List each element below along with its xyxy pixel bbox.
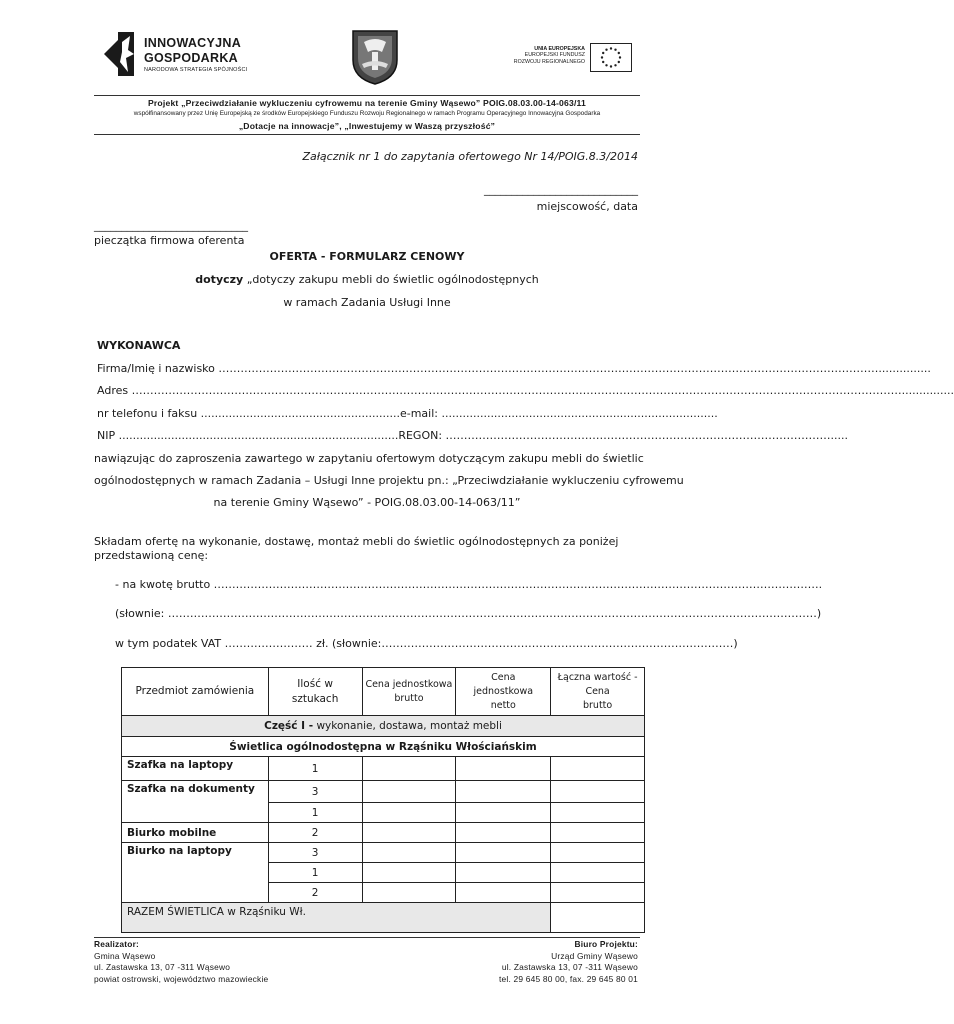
footer-left-line3: powiat ostrowski, województwo mazowieckie [94,973,269,984]
footer-right-line3: tel. 29 645 80 00, fax. 29 645 80 01 [499,973,638,984]
subject-rest: „dotyczy zakupu mebli do świetlic ogólnodostępnych [243,273,539,286]
header-top-rule [94,95,640,96]
header-unit-gross-line1: Cena jednostkowa [365,678,453,690]
footer-left-line1: Gmina Wąsewo [94,950,156,961]
contractor-heading: WYKONAWCA [97,339,181,352]
reference-line1: nawiązując do zaproszenia zawartego w zapytaniu ofertowym dotyczącym zakupu mebli do świetlic [94,452,644,465]
ig-logo-line2: GOSPODARKA [144,51,238,65]
unit-net-cell [456,757,551,781]
vat-field: w tym podatek VAT …………………… zł. (słownie:……………………………………………………………………………………) [115,637,738,650]
project-slogans: „Dotacje na innowacje”, „Inwestujemy w Waszą przyszłość” [238,121,496,131]
offer-statement-line1: Składam ofertę na wykonanie, dostawę, montaż mebli do świetlic ogólnodostępnych za poniżej [94,535,619,548]
table-header-row [122,668,645,716]
price-table [121,667,645,933]
header-unit-gross-line2: brutto [394,692,424,704]
header-total-line3: brutto [582,699,613,711]
eu-logo-line1: UNIA EUROPEJSKA [534,46,585,52]
table-row [122,843,645,863]
unit-net-cell [456,781,551,803]
footer-right [499,939,638,985]
unit-net-cell [456,823,551,843]
project-funding-note: współfinansowany przez Unię Europejską ze środków Europejskiego Funduszu Rozwoju Regionalnego w ramach Programu Operacyjnego Innowacyjna Gospodarka [133,110,601,117]
footer-rule [94,937,640,938]
unit-gross-cell [362,781,456,803]
item-name: Biurko mobilne [122,823,269,843]
table-row [122,781,645,803]
footer-left [94,939,268,985]
unit-gross-cell [362,863,456,883]
unit-net-cell [456,803,551,823]
location-cell: Świetlica ogólnodostępna w Rząśniku Włościańskim [122,737,645,757]
header-unit-net-line1: Cena [491,671,516,683]
nip-regon-field: NIP ................................................................................REGON: ……………………………………………………………………………………………..... [97,429,849,442]
header-total [551,668,645,716]
municipal-crest-icon [350,28,400,86]
footer-left-heading: Realizator: [94,939,140,949]
item-qty: 1 [268,863,362,883]
header-unit-net [456,668,551,716]
form-title: OFERTA - FORMULARZ CENOWY [269,250,465,263]
part-cell [122,716,645,737]
item-qty: 1 [268,757,362,781]
item-qty: 2 [268,883,362,903]
item-qty: 1 [268,803,362,823]
location-row [122,737,645,757]
total-cell [551,781,645,803]
table-row [122,757,645,781]
item-name: Szafka na laptopy [122,757,269,781]
total-cell [551,883,645,903]
ig-logo-line3: NARODOWA STRATEGIA SPÓJNOŚCI [144,67,248,73]
header-qty-line1: Ilość w [297,677,333,690]
attachment-reference: Załącznik nr 1 do zapytania ofertowego Nr 14/POIG.8.3/2014 [302,150,638,163]
item-qty: 2 [268,823,362,843]
total-cell [551,843,645,863]
total-cell [551,803,645,823]
innowacyjna-gospodarka-logo [104,32,264,80]
unit-gross-cell [362,803,456,823]
eu-logo-line3: ROZWOJU REGIONALNEGO [513,58,585,65]
header-item [122,668,269,716]
header-qty [268,668,362,716]
eu-flag-icon [590,43,632,72]
unit-net-cell [456,843,551,863]
unit-gross-cell [362,823,456,843]
gross-amount-field: - na kwotę brutto …………………………………………………………………………………………………………………………………………………. [115,578,823,591]
reference-line2: ogólnodostępnych w ramach Zadania – Usługi Inne projektu pn.: „Przeciwdziałanie wykluczeniu cyfrowemu [94,474,684,487]
project-title: Projekt „Przeciwdziałanie wykluczeniu cyfrowemu na terenie Gminy Wąsewo” POIG.08.03.00-14-063/11 [147,98,587,108]
place-date-label: miejscowość, data [536,200,638,213]
ig-emblem-icon [104,32,136,76]
unit-gross-cell [362,757,456,781]
total-cell [551,823,645,843]
unit-net-cell [456,863,551,883]
form-subject-line2: w ramach Zadania Usługi Inne [283,296,451,309]
amount-in-words-field: (słownie: ……………………………………………………………………………………………………………………………………………………………) [115,607,822,620]
total-cell [551,757,645,781]
header-item-label: Przedmiot zamówienia [135,685,255,697]
total-cell [551,863,645,883]
header-qty-line2: sztukach [291,692,339,705]
item-name: Biurko na laptopy [122,843,269,903]
unit-gross-cell [362,843,456,863]
header-unit-net-line3: netto [490,699,516,711]
form-subject [94,273,640,286]
header-unit-net-line2: jednostkowa [473,685,534,697]
item-qty: 3 [268,843,362,863]
address-field: Adres …………………………………………………………………………………………………………………………………………………………………………………………............... [97,384,954,397]
unit-gross-cell [362,883,456,903]
header-total-line2: Cena [585,685,610,697]
item-name: Szafka na dokumenty [122,781,269,823]
total-value-cell [551,903,645,933]
ig-logo-line1: INNOWACYJNA [144,36,242,50]
header-bottom-rule [94,134,640,135]
item-qty: 3 [268,781,362,803]
footer-left-line2: ul. Zastawska 13, 07 -311 Wąsewo [94,962,231,972]
phone-email-field: nr telefonu i faksu .........................................................e-mail: ............................................................................... [97,407,718,420]
place-date-line: ____________________________ [484,183,638,196]
footer-right-heading: Biuro Projektu: [574,939,638,949]
part-bold: Część I - [264,720,314,732]
total-label: RAZEM ŚWIETLICA w Rząśniku Wł. [122,903,551,933]
reference-line3: na terenie Gminy Wąsewo” - POIG.08.03.00-14-063/11” [213,496,521,509]
part-row [122,716,645,737]
unit-net-cell [456,883,551,903]
table-row [122,823,645,843]
header-total-line1: Łączna wartość - [557,671,638,683]
footer-right-line2: ul. Zastawska 13, 07 -311 Wąsewo [501,962,638,972]
stamp-line: ____________________________ [94,219,248,232]
eu-logo-line2: EUROPEJSKI FUNDUSZ [524,52,585,59]
total-row [122,903,645,933]
stamp-label: pieczątka firmowa oferenta [94,234,245,247]
header-unit-gross [362,668,456,716]
subject-bold: dotyczy [195,273,244,286]
part-rest: wykonanie, dostawa, montaż mebli [313,720,502,732]
footer-right-line1: Urząd Gminy Wąsewo [551,950,638,961]
company-field: Firma/Imię i nazwisko ………………………………………………………………………………………………………………………………………………………………............... [97,362,931,375]
eu-logo-text [500,46,585,65]
offer-statement-line2: przedstawioną cenę: [94,549,209,562]
